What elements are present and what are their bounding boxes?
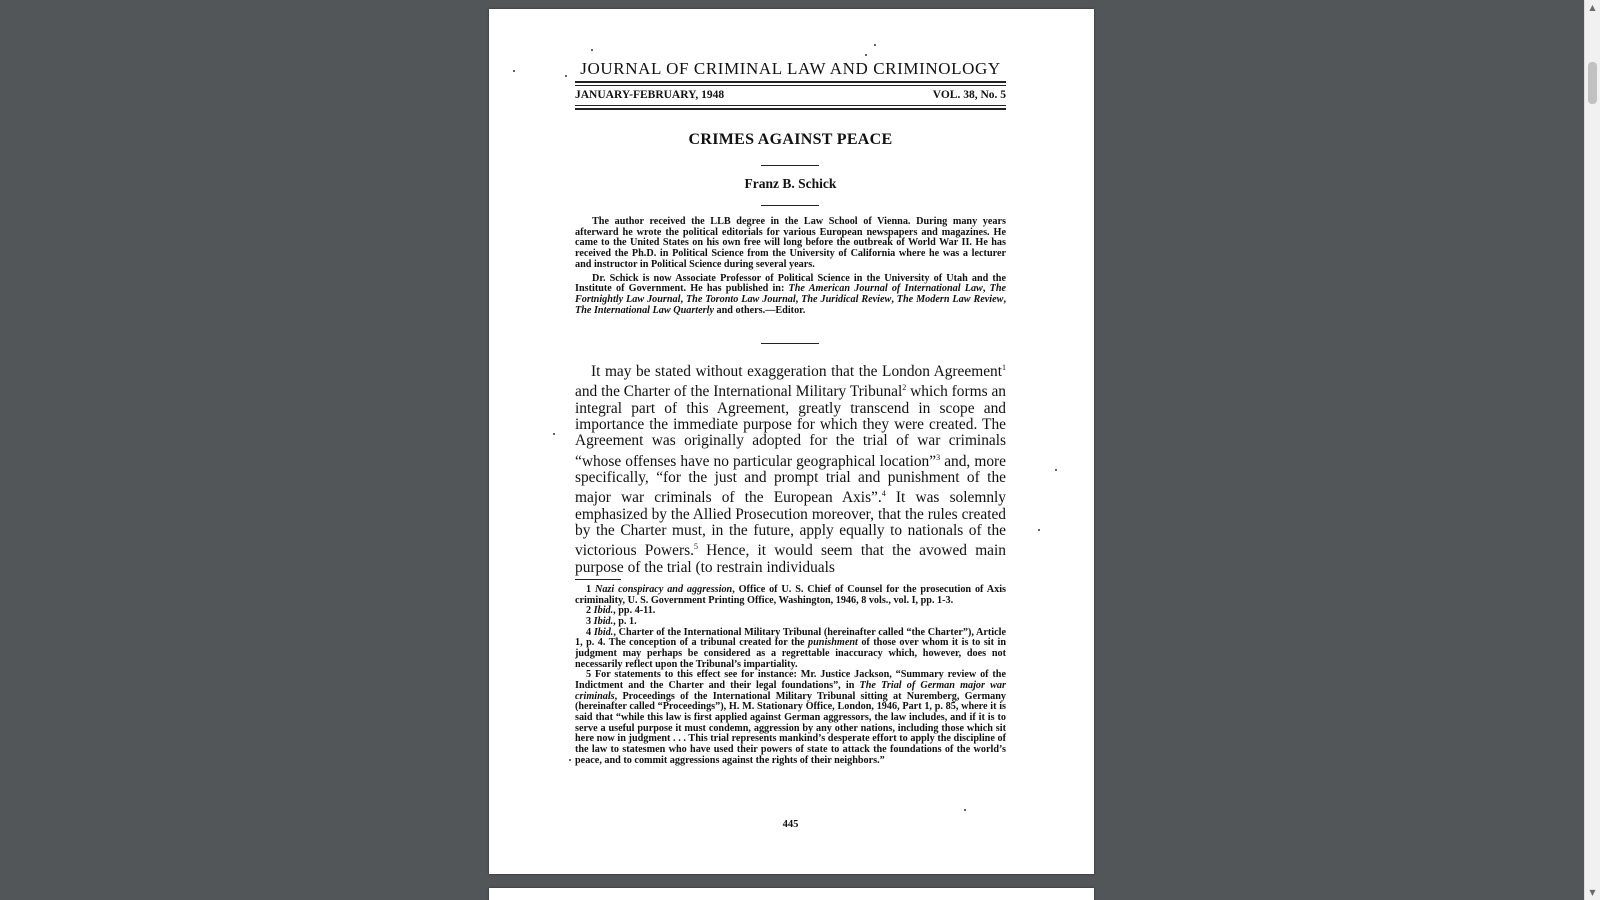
editor-note-paragraph: The author received the LLB degree in the Law School of Vienna. During many years afterward he wrote the political editorials for various European newspapers and magazines. He came to the United States on his own free will long before the outbreak of World War II. He has received the Ph.D. in Political Science from the University of California where he was a lecturer and instructor in Political Science during several years. [575,216,1006,270]
page-number: 445 [782,819,799,830]
header-rule [575,81,1006,83]
next-document-page [489,888,1094,900]
scan-speck [865,54,867,56]
scan-speck [1055,469,1057,471]
footnote-ref: 3 [936,452,941,462]
scroll-up-arrow-icon[interactable]: ▲ [1589,3,1596,12]
scan-speck [591,49,593,51]
body-paragraph: It may be stated without exaggeration that the London Agreement$^1$ and the Charter of the International Military Tribunal$^2$ which forms an integral part of this Agreement, greatly transcend in scope and importance the immediate purpose for which they were created. The Agreement was originally adopted for the trial of war criminals “whose offenses have no particular geographical location”$^3$ and, more specifically, “for the just and prompt trial and punishment of the major war criminals of the European Axis”.$^4$ It was solemnly emphasized by the Allied Prosecution moreover, that the rules created by the Charter must, in the future, apply equally to nationals of the victorious Powers.$^5$ Hence, it would seem that the avowed main purpose of the trial (to restrain individuals [575,363,1006,576]
volume-number: VOL. 38, No. 5 [932,89,1006,101]
scan-speck [553,433,555,435]
title-divider [761,165,819,166]
header-rule [575,105,1006,106]
footnote: 1 Nazi conspiracy and aggression, Office of U. S. Chief of Counsel for the prosecution of Axis criminality, U. S. Government Printing Office, Washington, 1946, 8 vols., vol. I, pp. 1-3. [575,584,1006,606]
body-text [575,360,1006,576]
footnote-rule [575,579,621,580]
scan-speck [874,44,876,46]
editor-note [575,217,1006,319]
footnote: 4 Ibid., Charter of the International Military Tribunal (hereinafter called “the Charter”), Article 1, p. 4. The conception of a tribunal created for the punishment of those over whom it is to sit in judgment may perhaps be considered as a regrettable inaccuracy which, however, does not necessarily reflect upon the Tribunal’s impartiality. [575,626,1007,670]
footnote: 3 Ibid., p. 1. [586,615,637,627]
scan-speck [565,75,567,77]
issue-line [575,89,1006,101]
footnote-ref: 1 [1002,363,1006,372]
scrollbar-thumb[interactable] [1588,62,1597,104]
scan-speck [1038,529,1040,531]
footnote-ref: 4 [881,489,886,499]
issue-date: JANUARY-FEBRUARY, 1948 [575,89,725,101]
scroll-down-arrow-icon[interactable]: ▼ [1589,888,1596,897]
header-rule [575,108,1006,110]
editor-note-paragraph: Dr. Schick is now Associate Professor of Political Science in the University of Utah and the Institute of Government. He has published in: The American Journal of International Law, The Fortnightly Law Journal, The Toronto Law Journal, The Juridical Review, The Modern Law Review, The International Law Quarterly and others.—Editor. [575,272,1007,316]
vertical-scrollbar[interactable] [1584,0,1600,900]
journal-title: JOURNAL OF CRIMINAL LAW AND CRIMINOLOGY [580,59,1001,78]
scan-speck [569,759,571,761]
author-divider [761,205,819,206]
footnotes [575,585,1006,766]
scan-speck [964,809,966,811]
scan-speck [513,70,515,72]
footnote: 2 Ibid., pp. 4-11. [586,605,656,617]
footnote-ref: 2 [902,383,907,393]
footnote: 5 For statements to this effect see for instance: Mr. Justice Jackson, “Summary review of the Indictment and the Charter and their legal foundations”, in The Trial of German major war criminals, Proceedings of the International Military Tribunal sitting at Nuremberg, Germany (hereinafter called “Proceedings”), H. M. Stationary Office, London, 1946, Part 1, p. 85, where it is said that “while this law is first applied against German aggressors, the law includes, and if it is to serve a useful purpose it must condemn, aggression by any other nations, including those which sit here now in judgment . . . This trial represents mankind’s desperate effort to apply the discipline of the law to statesmen who have used their powers of state to attack the foundations of the world’s peace, and to commit aggressions against the rights of their neighbors.” [575,669,1006,766]
footnote-ref: 5 [693,542,698,552]
document-page [489,9,1094,874]
article-author: Franz B. Schick [744,176,837,191]
section-divider [761,343,819,344]
header-rule [575,85,1006,86]
article-title: CRIMES AGAINST PEACE [688,131,893,148]
